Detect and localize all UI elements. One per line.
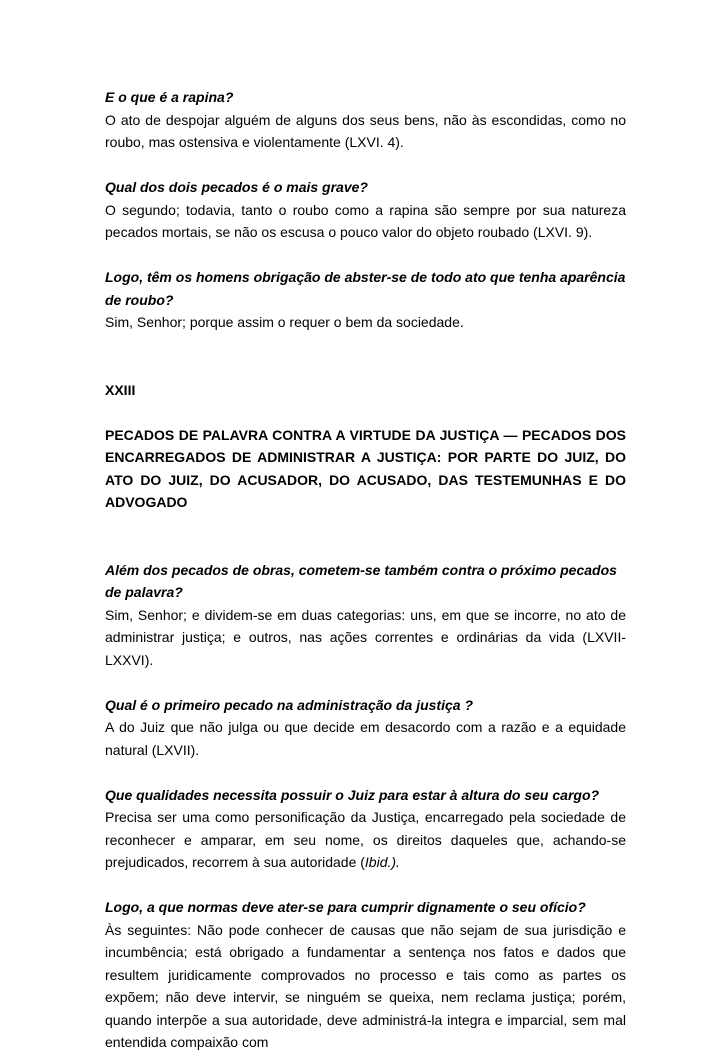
answer: A do Juiz que não julga ou que decide em desacordo com a razão e a equidade natural (LXVII).	[105, 719, 626, 758]
qa-block-rapina	[105, 86, 626, 154]
question: Logo, têm os homens obrigação de abster-se de todo ato que tenha aparência de roubo?	[105, 269, 626, 308]
answer: O segundo; todavia, tanto o roubo como a rapina são sempre por sua natureza pecados mortais, se não os escusa o pouco valor do objeto roubado (LXVI. 9).	[105, 201, 626, 240]
answer-citation: Ibid.).	[364, 854, 400, 870]
qa-block-gravidade	[105, 176, 626, 244]
qa-block-obrigacao	[105, 266, 626, 334]
answer: Sim, Senhor; porque assim o requer o bem da sociedade.	[105, 314, 464, 330]
question: Logo, a que normas deve ater-se para cumprir dignamente o seu ofício?	[105, 899, 586, 915]
answer: Às seguintes: Não pode conhecer de causas que não sejam de sua jurisdição e incumbência; está obrigado a fundamentar a sentença nos fatos e dados que resultem juridicamente comprovados no processo e tais como as partes os expõem; não deve intervir, se ninguém se queixa, nem reclama justiça; porém, quando interpõe a sua autoridade, deve administrá-la integra e imparcial, sem mal entendida compaixão com	[105, 921, 626, 1050]
qa-block-palavra	[105, 559, 626, 672]
document-page	[105, 86, 626, 1054]
chapter-title: PECADOS DE PALAVRA CONTRA A VIRTUDE DA JUSTIÇA — PECADOS DOS ENCARREGADOS DE ADMINISTRAR A JUSTIÇA: POR PARTE DO JUIZ, DO ATO DO JUIZ, DO ACUSADOR, DO ACUSADO, DAS TESTEMUNHAS E DO ADVOGADO	[105, 426, 626, 510]
question: Qual dos dois pecados é o mais grave?	[105, 179, 368, 195]
question: Além dos pecados de obras, cometem-se também contra o próximo pecados de palavra?	[105, 561, 617, 600]
answer: Sim, Senhor; e dividem-se em duas categorias: uns, em que se incorre, no ato de administrar justiça; e outros, nas ações correntes e ordinárias da vida (LXVII-LXXVI).	[105, 606, 626, 668]
qa-block-qualidades-juiz	[105, 784, 626, 874]
answer: O ato de despojar alguém de alguns dos seus bens, não às escondidas, como no roubo, mas ostensiva e violentamente (LXVI. 4).	[105, 111, 626, 150]
chapter-number: XXIII	[105, 381, 136, 398]
question: Qual é o primeiro pecado na administração da justiça ?	[105, 696, 473, 713]
answer-text: Precisa ser uma como personificação da Justiça, encarregado pela sociedade de reconhecer e amparar, em seu nome, os direitos daqueles que, achando-se prejudicados, recorrem à sua autoridade (	[105, 809, 626, 870]
question: E o que é a rapina?	[105, 89, 234, 105]
question: Que qualidades necessita possuir o Juiz para estar à altura do seu cargo?	[105, 786, 600, 803]
qa-block-primeiro-pecado	[105, 694, 626, 762]
answer	[105, 806, 626, 874]
